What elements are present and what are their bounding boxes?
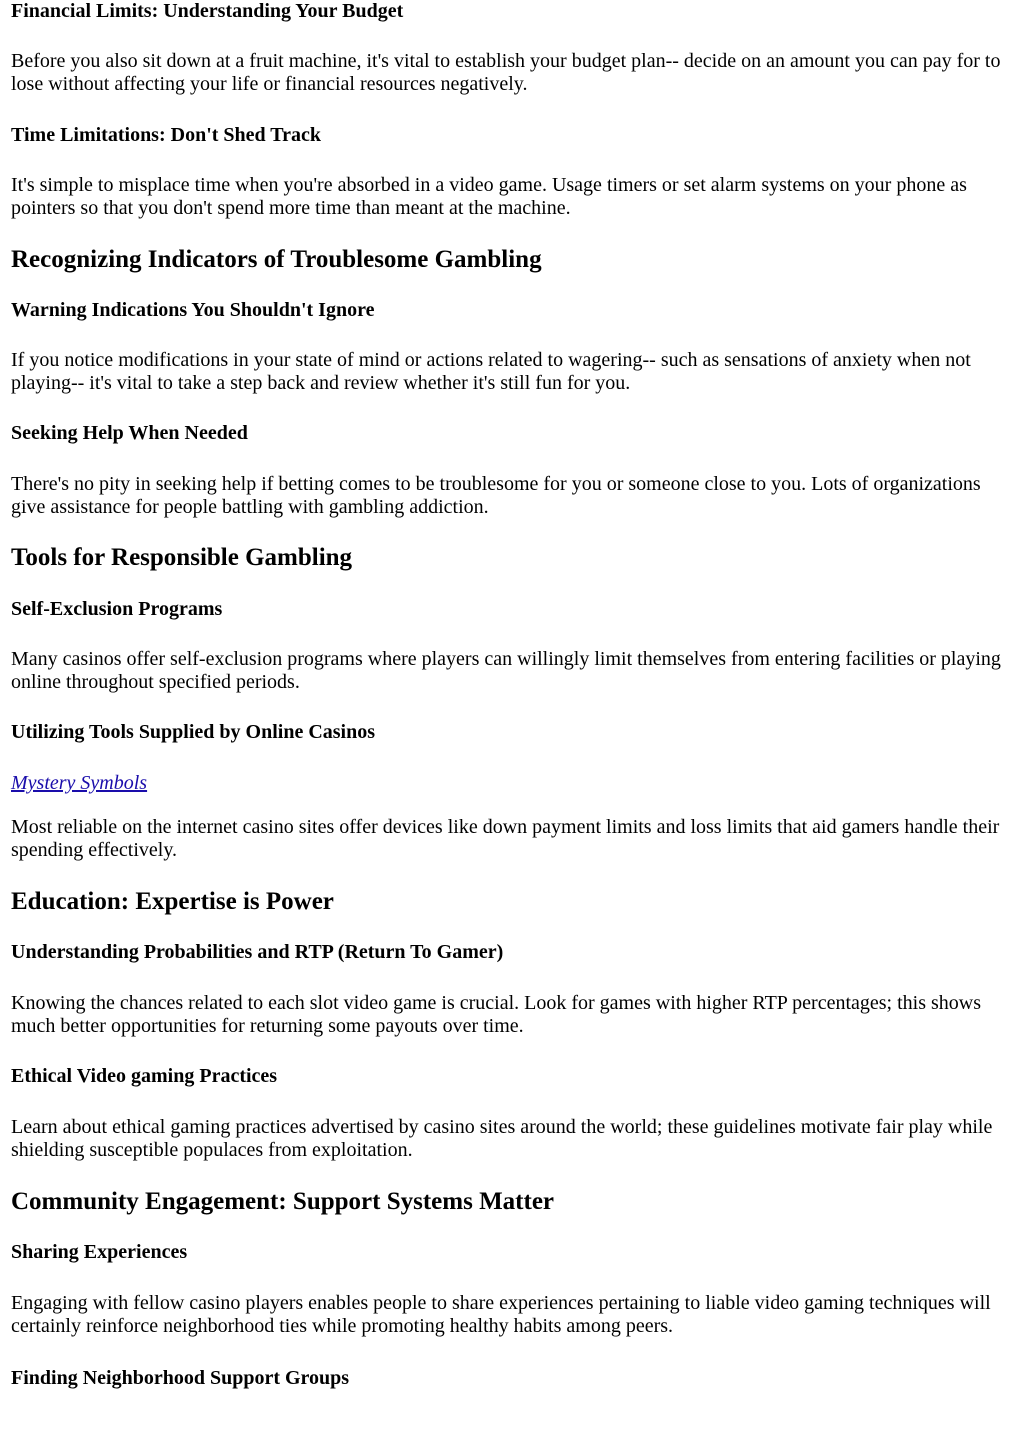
heading-self-exclusion: Self-Exclusion Programs: [11, 598, 223, 620]
heading-tools-responsible-gambling: Tools for Responsible Gambling: [11, 544, 353, 571]
heading-seeking-help: Seeking Help When Needed: [11, 422, 248, 444]
heading-time-limitations: Time Limitations: Don't Shed Track: [11, 124, 322, 146]
heading-ethical-gaming: Ethical Video gaming Practices: [11, 1065, 278, 1087]
heading-community-engagement: Community Engagement: Support Systems Matter: [11, 1188, 555, 1215]
paragraph-seeking-help: There's no pity in seeking help if betting comes to be troublesome for you or someone close to you. Lots of organizations give assistance for people battling with gambling addiction.: [11, 473, 981, 518]
link-paragraph: [11, 772, 1013, 795]
paragraph-online-casino-tools: Most reliable on the internet casino sites offer devices like down payment limits and loss limits that aid gamers handle their spending effectively.: [11, 816, 1000, 861]
paragraph-rtp: Knowing the chances related to each slot video game is crucial. Look for games with higher RTP percentages; this shows much better opportunities for returning some payouts over time.: [11, 992, 982, 1037]
paragraph-sharing-experiences: Engaging with fellow casino players enables people to share experiences pertaining to liable video gaming techniques will certainly reinforce neighborhood ties while promoting healthy habits among peers.: [11, 1292, 991, 1337]
heading-sharing-experiences: Sharing Experiences: [11, 1241, 188, 1263]
paragraph-ethical-gaming: Learn about ethical gaming practices advertised by casino sites around the world; these guidelines motivate fair play while shielding susceptible populaces from exploitation.: [11, 1116, 993, 1161]
heading-education: Education: Expertise is Power: [11, 888, 334, 915]
heading-recognizing-indicators: Recognizing Indicators of Troublesome Gambling: [11, 246, 542, 273]
paragraph-self-exclusion: Many casinos offer self-exclusion programs where players can willingly limit themselves from entering facilities or playing online throughout specified periods.: [11, 648, 1001, 693]
heading-online-casino-tools: Utilizing Tools Supplied by Online Casinos: [11, 721, 376, 743]
paragraph-financial-limits: Before you also sit down at a fruit machine, it's vital to establish your budget plan-- decide on an amount you can pay for to lose without affecting your life or financial resources negatively.: [11, 50, 1001, 95]
paragraph-warning-indications: If you notice modifications in your state of mind or actions related to wagering-- such as sensations of anxiety when not playing-- it's vital to take a step back and review whether it's still fun for you.: [11, 349, 971, 394]
paragraph-time-limitations: It's simple to misplace time when you're absorbed in a video game. Usage timers or set alarm systems on your phone as pointers so that you don't spend more time than meant at the machine.: [11, 174, 967, 219]
heading-financial-limits: Financial Limits: Understanding Your Budget: [11, 0, 404, 22]
heading-rtp: Understanding Probabilities and RTP (Return To Gamer): [11, 941, 504, 963]
heading-support-groups: Finding Neighborhood Support Groups: [11, 1367, 350, 1389]
heading-warning-indications: Warning Indications You Shouldn't Ignore: [11, 299, 375, 321]
mystery-symbols-link[interactable]: Mystery Symbols: [11, 772, 148, 794]
